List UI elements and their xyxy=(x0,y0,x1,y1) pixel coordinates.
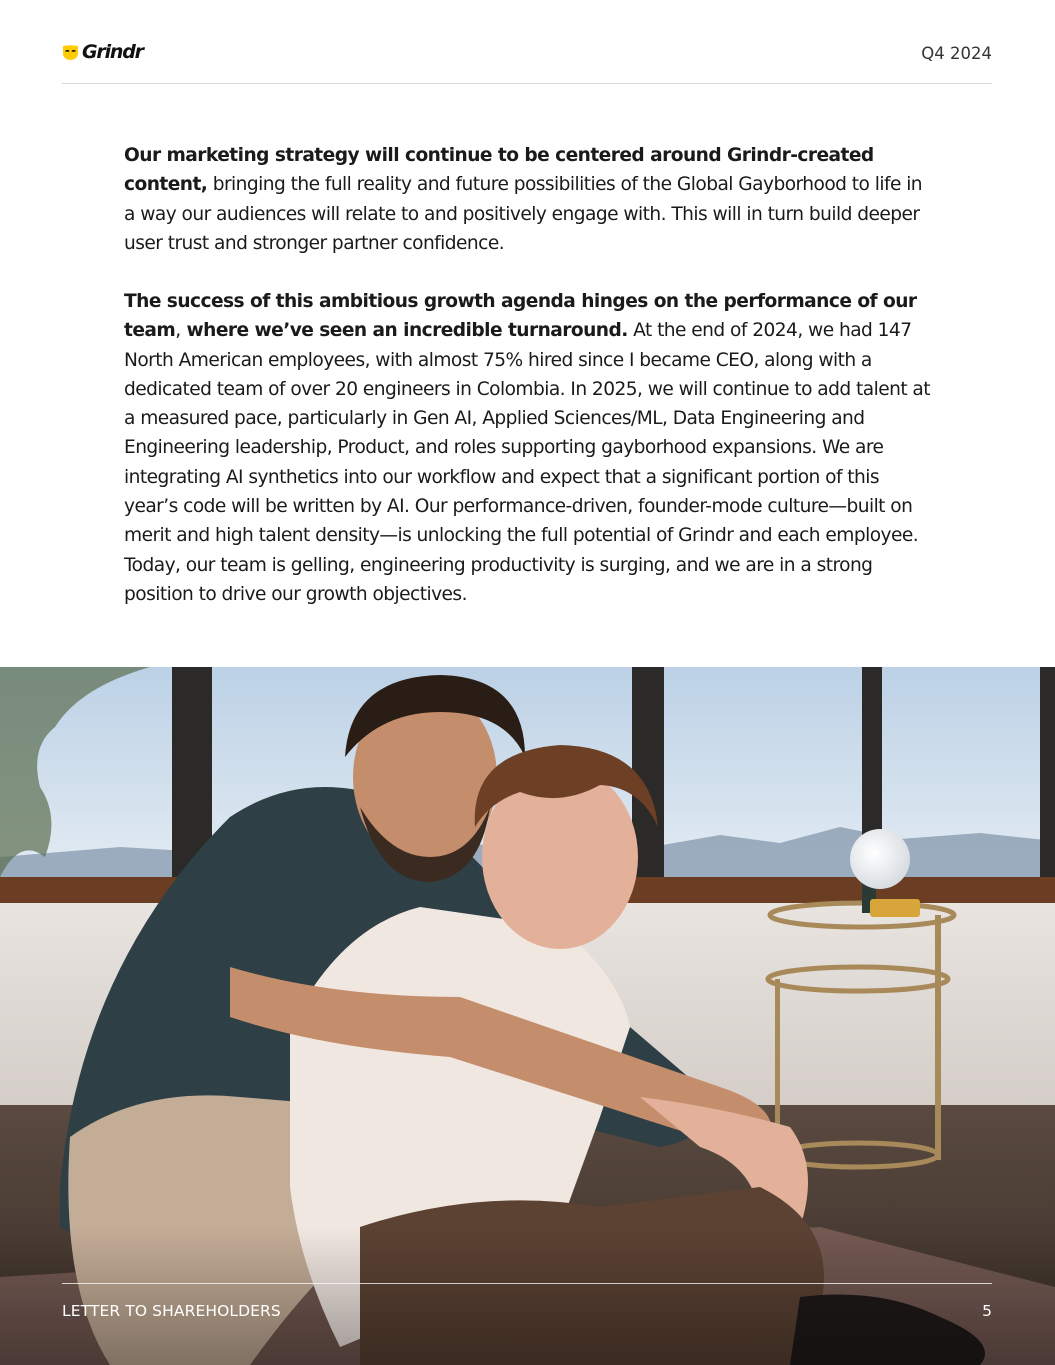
logo-wordmark: Grindr xyxy=(82,41,143,63)
paragraph-marketing xyxy=(124,141,936,258)
hero-photo xyxy=(0,667,1055,1365)
footer-section-title: LETTER TO SHAREHOLDERS xyxy=(62,1302,281,1320)
grindr-mask-icon xyxy=(62,44,79,61)
footer-divider xyxy=(62,1283,992,1284)
paragraph-lead-continued: where we’ve seen an incredible turnaround. xyxy=(180,320,628,342)
page-number: 5 xyxy=(982,1302,992,1320)
paragraph-lead: Our marketing strategy will continue to be centered around Grindr-created content, xyxy=(124,145,874,196)
page-header xyxy=(62,38,992,84)
paragraph-team xyxy=(124,287,936,609)
paragraph-body: bringing the full reality and future possibilities of the Global Gayborhood to life in a way our audiences will relate to and positively engage with. This will in turn build deeper user trust and stronger partner confidence. xyxy=(124,174,923,254)
paragraph-body: At the end of 2024, we had 147 North American employees, with almost 75% hired since I became CEO, along with a dedicated team of over 20 engineers in Colombia. In 2025, we will continue to add talent at a measured pace, particularly in Gen AI, Applied Sciences/ML, Data Engineering and Engineering leadership, Product, and roles supporting gayborhood expansions. We are integrating AI synthetics into our workflow and expect that a significant portion of this year’s code will be written by AI. Our performance-driven, founder-mode culture—built on merit and high talent density—is unlocking the full potential of Grindr and each employee. Today, our team is gelling, engineering productivity is surging, and we are in a strong position to drive our growth objectives. xyxy=(124,320,930,605)
paragraph-lead: The success of this ambitious growth agenda hinges on the performance of our team xyxy=(124,291,917,342)
paragraph-comma: , xyxy=(175,320,181,342)
report-period: Q4 2024 xyxy=(921,44,992,63)
grindr-logo xyxy=(62,41,143,63)
